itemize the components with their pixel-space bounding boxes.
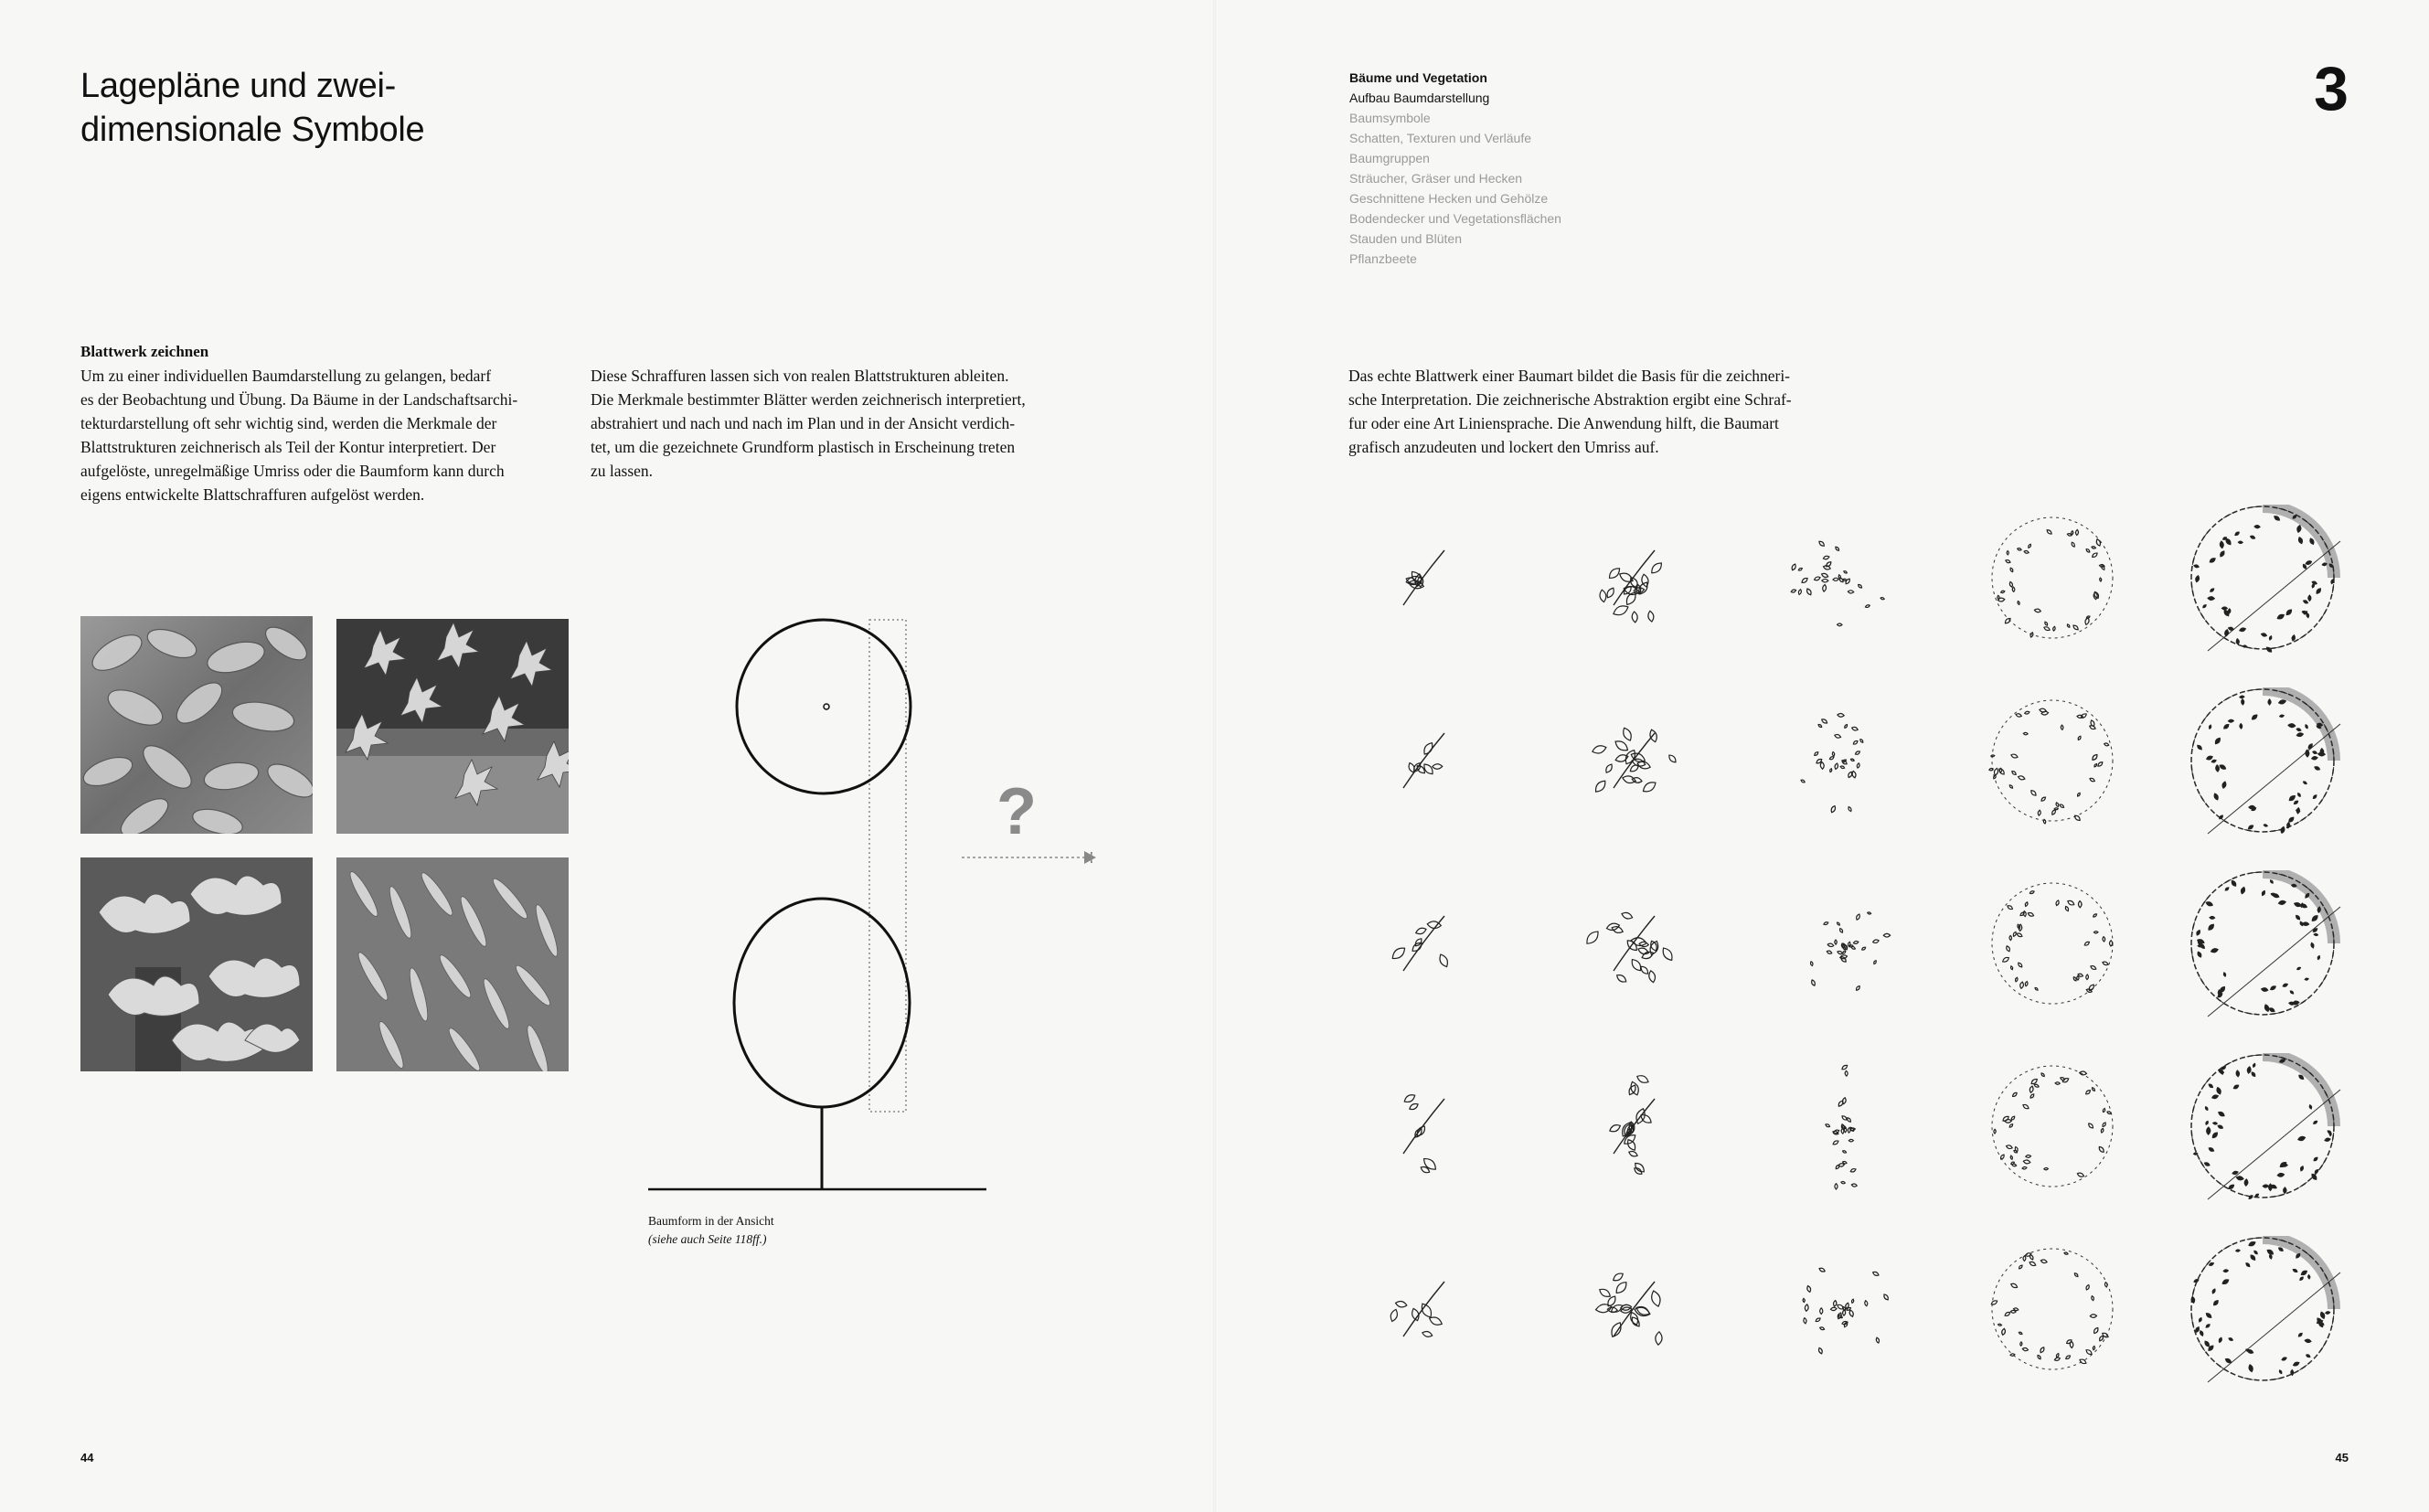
left-page	[0, 0, 1214, 1512]
foliage-symbol-r3-c3	[1769, 870, 1915, 1017]
text-line: Um zu einer individuellen Baumdarstellung zu gelangen, bedarf	[80, 367, 492, 385]
foliage-symbol-r2-c4	[1979, 687, 2125, 834]
text-line: tekturdarstellung oft sehr wichtig sind, werden die Merkmale der	[80, 414, 497, 432]
nav-item-pflanzbeete: Pflanzbeete	[1349, 251, 1417, 266]
foliage-symbol-r4-c4	[1979, 1053, 2125, 1199]
text-line: grafisch anzudeuten und lockert den Umriss auf.	[1348, 438, 1659, 456]
text-line: Das echte Blattwerk einer Baumart bildet die Basis für die zeichneri-	[1348, 367, 1791, 385]
foliage-symbol-r4-c3	[1769, 1053, 1915, 1199]
foliage-symbol-r3-c5	[2189, 870, 2336, 1017]
body-paragraph-2	[591, 364, 1084, 483]
page-title	[80, 64, 720, 152]
foliage-symbol-r1-c5	[2189, 505, 2336, 651]
foliage-symbol-r5-c3	[1769, 1236, 1915, 1382]
tree-form-diagram	[631, 603, 1124, 1243]
title-line-1: Lagepläne und zwei-	[80, 67, 397, 105]
text-line: eigens entwickelte Blattschraffuren aufgelöst werden.	[80, 485, 425, 504]
nav-item-aufbau-baumdarstellung: Aufbau Baumdarstellung	[1349, 91, 1490, 105]
foliage-symbol-r2-c1	[1348, 687, 1495, 834]
text-line: tet, um die gezeichnete Grundform plastisch in Erscheinung treten	[591, 438, 1016, 456]
foliage-symbol-r2-c2	[1559, 687, 1705, 834]
chapter-number: 3	[2314, 54, 2349, 123]
photo-oak-foliage	[80, 857, 313, 1071]
foliage-symbol-r4-c2	[1559, 1053, 1705, 1199]
foliage-symbol-grid	[1348, 505, 2400, 1382]
chapter-navigation	[1349, 68, 1561, 269]
chapter-title: Bäume und Vegetation	[1349, 70, 1487, 85]
title-line-2: dimensionale Symbole	[80, 111, 425, 149]
text-line: aufgelöste, unregelmäßige Umriss oder die Baumform kann durch	[80, 462, 505, 480]
nav-item-baumgruppen: Baumgruppen	[1349, 151, 1430, 165]
foliage-symbol-r2-c3	[1769, 687, 1915, 834]
foliage-symbol-r5-c4	[1979, 1236, 2125, 1382]
nav-item-stauden: Stauden und Blüten	[1349, 231, 1462, 246]
foliage-symbol-r3-c1	[1348, 870, 1495, 1017]
question-mark: ?	[996, 775, 1037, 848]
foliage-symbol-r4-c1	[1348, 1053, 1495, 1199]
foliage-symbol-r3-c4	[1979, 870, 2125, 1017]
foliage-symbol-r5-c2	[1559, 1236, 1705, 1382]
foliage-symbol-r1-c1	[1348, 505, 1495, 651]
foliage-symbol-r5-c5	[2189, 1236, 2336, 1382]
text-line: Diese Schraffuren lassen sich von realen Blattstrukturen ableiten.	[591, 367, 1009, 385]
body-paragraph-1	[80, 364, 574, 506]
foliage-symbol-r4-c5	[2189, 1053, 2336, 1199]
photo-beech-foliage	[80, 616, 313, 834]
diagram-caption	[648, 1212, 774, 1249]
text-line: zu lassen.	[591, 462, 654, 480]
nav-item-baumsymbole: Baumsymbole	[1349, 111, 1431, 125]
text-line: Blattstrukturen zeichnerisch als Teil der Kontur interpretiert. Der	[80, 438, 496, 456]
nav-item-bodendecker: Bodendecker und Vegetationsflächen	[1349, 211, 1561, 226]
nav-item-hecken: Geschnittene Hecken und Gehölze	[1349, 191, 1549, 206]
body-paragraph-3	[1348, 364, 1842, 459]
photo-maple-foliage	[336, 619, 569, 834]
caption-line: Baumform in der Ansicht	[648, 1214, 774, 1228]
photo-willow-foliage	[336, 857, 569, 1071]
foliage-symbol-r1-c2	[1559, 505, 1705, 651]
foliage-symbol-r5-c1	[1348, 1236, 1495, 1382]
text-line: abstrahiert und nach und nach im Plan und in der Ansicht verdich-	[591, 414, 1016, 432]
section-heading: Blattwerk zeichnen	[80, 343, 209, 360]
dotted-frame	[869, 620, 906, 1112]
text-line: fur oder eine Art Liniensprache. Die Anwendung hilft, die Baumart	[1348, 414, 1779, 432]
foliage-symbol-r2-c5	[2189, 687, 2336, 834]
page-number-left: 44	[80, 1451, 94, 1464]
text-line: es der Beobachtung und Übung. Da Bäume in der Landschaftsarchi-	[80, 390, 518, 409]
foliage-symbol-r1-c3	[1769, 505, 1915, 651]
right-page	[1215, 0, 2429, 1512]
foliage-symbol-r1-c4	[1979, 505, 2125, 651]
text-line: sche Interpretation. Die zeichnerische Abstraktion ergibt eine Schraf-	[1348, 390, 1792, 409]
caption-reference: (siehe auch Seite 118ff.)	[648, 1232, 767, 1246]
nav-item-schatten: Schatten, Texturen und Verläufe	[1349, 131, 1531, 145]
nav-item-straeucher: Sträucher, Gräser und Hecken	[1349, 171, 1523, 186]
text-line: Die Merkmale bestimmter Blätter werden zeichnerisch interpretiert,	[591, 390, 1026, 409]
foliage-symbol-r3-c2	[1559, 870, 1705, 1017]
center-point	[824, 704, 829, 709]
crown-outline	[734, 899, 910, 1107]
page-number-right: 45	[2335, 1451, 2349, 1464]
